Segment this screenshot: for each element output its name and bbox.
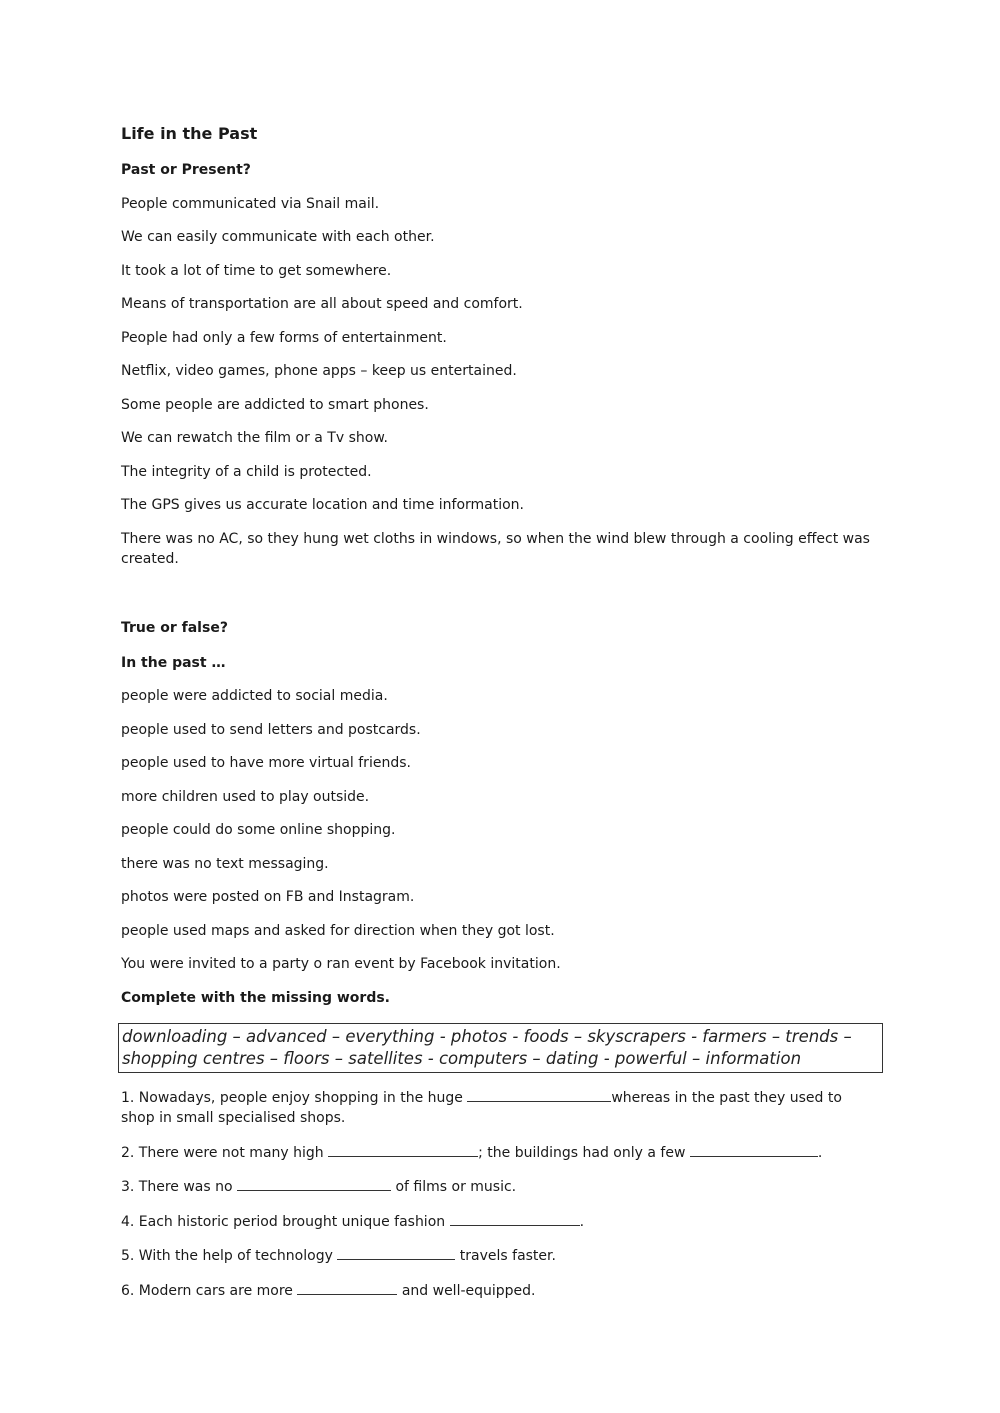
list-item: Means of transportation are all about speed and comfort.: [121, 296, 523, 312]
list-item: People communicated via Snail mail.: [121, 195, 380, 212]
exercise-text: and well-equipped.: [397, 1282, 536, 1299]
list-item: You were invited to a party o ran event by Facebook invitation.: [121, 956, 561, 972]
exercise-text: whereas in the past they used to: [611, 1090, 842, 1106]
fill-in-exercise: [121, 1087, 891, 1301]
section-heading-past-or-present: Past or Present?: [121, 162, 251, 178]
exercise-text: 4. Each historic period brought unique fashion: [121, 1213, 450, 1230]
word-bank-line: shopping centres – floors – satellites - computers – dating - powerful – information: [122, 1049, 802, 1068]
exercise-text: 1. Nowadays, people enjoy shopping in the huge: [121, 1090, 468, 1106]
list-item: The GPS gives us accurate location and time information.: [121, 497, 525, 513]
answer-blank[interactable]: [450, 1211, 580, 1226]
list-item: There was no AC, so they hung wet cloths in windows, so when the wind blew through a cooling effect was created.: [121, 530, 870, 567]
word-bank-line: downloading – advanced – everything - photos - foods – skyscrapers - farmers – trends –: [122, 1027, 852, 1046]
exercise-text: travels faster.: [455, 1248, 556, 1264]
list-item: people were addicted to social media.: [121, 688, 388, 704]
list-item: Netflix, video games, phone apps – keep us entertained.: [121, 363, 517, 379]
list-item: people could do some online shopping.: [121, 822, 396, 838]
answer-blank[interactable]: [297, 1280, 397, 1295]
list-item: people used to send letters and postcards.: [121, 721, 421, 738]
page-title: Life in the Past: [121, 124, 258, 143]
answer-blank[interactable]: [690, 1142, 818, 1157]
list-item: more children used to play outside.: [121, 788, 370, 805]
list-item: People had only a few forms of entertainment.: [121, 329, 447, 346]
exercise-item-4: [121, 1211, 891, 1232]
list-item: Some people are addicted to smart phones.: [121, 396, 429, 413]
list-item: there was no text messaging.: [121, 855, 329, 872]
exercise-text: shop in small specialised shops.: [121, 1110, 346, 1126]
section-heading-true-or-false: True or false?: [121, 619, 228, 636]
list-item: It took a lot of time to get somewhere.: [121, 262, 392, 279]
answer-blank[interactable]: [237, 1176, 391, 1191]
past-or-present-list: [121, 194, 891, 569]
section-subheading-in-the-past: In the past …: [121, 654, 226, 671]
word-bank: [118, 1023, 883, 1073]
worksheet: [121, 122, 891, 1301]
exercise-item-3: [121, 1176, 891, 1197]
exercise-text: 3. There was no: [121, 1179, 238, 1195]
exercise-text: ; the buildings had only a few: [478, 1144, 690, 1161]
exercise-item-2: [121, 1142, 891, 1163]
exercise-item-6: [121, 1280, 891, 1301]
exercise-text: .: [817, 1144, 823, 1161]
list-item: The integrity of a child is protected.: [121, 463, 372, 480]
exercise-text: 6. Modern cars are more: [121, 1282, 298, 1299]
exercise-text: of films or music.: [391, 1179, 517, 1195]
exercise-item-1: [121, 1087, 891, 1128]
list-item: photos were posted on FB and Instagram.: [121, 889, 415, 905]
answer-blank[interactable]: [467, 1087, 611, 1102]
list-item: We can rewatch the film or a Tv show.: [121, 430, 388, 446]
section-heading-complete-missing-words: Complete with the missing words.: [121, 990, 390, 1006]
answer-blank[interactable]: [337, 1245, 455, 1260]
exercise-text: 5. With the help of technology: [121, 1248, 338, 1264]
list-item: We can easily communicate with each other.: [121, 229, 435, 245]
true-or-false-list: [121, 686, 891, 974]
exercise-item-5: [121, 1245, 891, 1266]
list-item: people used to have more virtual friends.: [121, 755, 411, 771]
list-item: people used maps and asked for direction when they got lost.: [121, 922, 555, 939]
answer-blank[interactable]: [328, 1142, 478, 1157]
exercise-text: .: [579, 1213, 585, 1230]
exercise-text: 2. There were not many high: [121, 1144, 329, 1161]
